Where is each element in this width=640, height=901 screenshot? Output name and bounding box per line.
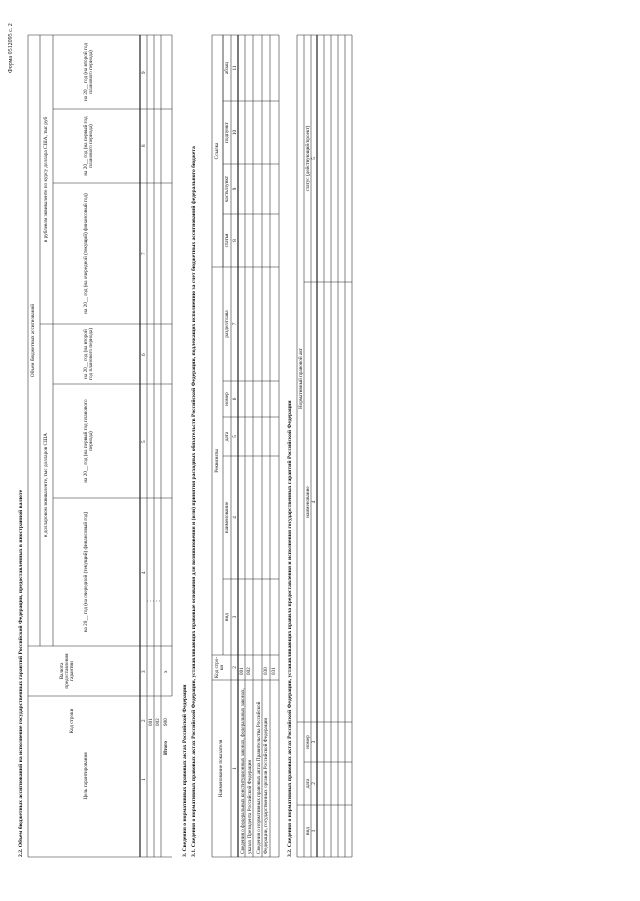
- header-normative-act: Нормативный правовой акт: [298, 348, 304, 409]
- col-num: 8: [232, 239, 238, 242]
- row-code: 030: [263, 667, 269, 675]
- header-date: дата: [305, 778, 311, 789]
- header-reference: Ссылка: [214, 142, 220, 160]
- row-label-government: Сведения о нормативных правовых актах Правительства Российской Федерации, государственных органов Российской Федерации: [256, 701, 269, 854]
- section-3-title: 3. Сведения о нормативных правовых актах Российской Федерации: [182, 684, 188, 857]
- total-currency: x: [163, 670, 169, 673]
- col-num: 3: [232, 615, 238, 619]
- header-rub-group: в рублевом эквиваленте по курсу доллара США, тыс руб: [43, 116, 49, 243]
- row-code: 002: [246, 667, 252, 675]
- header-kind: вид: [305, 827, 311, 835]
- header-article: статья: [224, 233, 230, 248]
- col-num: 4: [141, 571, 147, 574]
- row-code: 031: [271, 667, 277, 675]
- row-code: 002: [155, 718, 161, 726]
- col-num: 6: [232, 397, 238, 401]
- header-usd-current: на 20__ год (на очередной (текущий) финансовый год): [83, 511, 89, 633]
- col-num: 6: [141, 353, 147, 356]
- header-usd-first: на 20__ год (на первый год планового периода): [83, 399, 95, 483]
- header-usd-second: на 20__ год (на второй год планового периода): [83, 328, 95, 380]
- header-subitem: подпункт: [224, 122, 230, 143]
- col-num: 3: [311, 740, 317, 744]
- header-indicator: Наименование показателя: [218, 739, 224, 798]
- form-code: Форма 0512095 с. 2: [8, 23, 14, 73]
- header-volume: Объем бюджетных ассигнований: [30, 303, 36, 378]
- header-rub-second: на 20__ год (на второй год планового периода): [83, 43, 95, 101]
- col-num: 11: [232, 65, 238, 71]
- col-num: 10: [232, 129, 238, 136]
- col-num: 3: [141, 670, 147, 673]
- header-name: наименование: [224, 501, 230, 534]
- header-part: часть/пункт: [224, 175, 230, 203]
- col-num: 9: [141, 71, 147, 74]
- col-num: 7: [141, 252, 147, 255]
- col-num: 4: [311, 500, 317, 504]
- row-code: 001: [239, 667, 245, 675]
- header-code: Код стро-ки: [214, 656, 226, 679]
- header-usd-group: в долларовом эквиваленте, тыс долларов США: [43, 433, 49, 537]
- col-num: 5: [141, 440, 147, 443]
- header-currency: Валюта предоставления гарантии: [59, 653, 76, 689]
- col-num: 5: [232, 435, 238, 438]
- header-number: номер: [224, 392, 230, 406]
- col-num: 4: [232, 516, 238, 519]
- col-num: 1: [141, 778, 147, 781]
- header-section: раздел/глава: [224, 310, 230, 338]
- col-num: 1: [232, 767, 238, 770]
- total-label: Итого: [163, 741, 169, 755]
- header-date: дата: [224, 431, 230, 442]
- col-num: 9: [232, 187, 238, 191]
- row-label-laws: Сведения о федеральных конституционных законах, федеральных законах, указах Президента Российской Федерации: [240, 688, 253, 854]
- section-3-1-title: 3.1. Сведения о нормативных правовых актах Российской Федерации, устанавливающих правовые основания для возникновения и (или) принятия расходных обязательств Российской Федерации, подлежащих исполнению за счет бюджетных ассигнований федерального бюджета: [191, 146, 197, 857]
- header-kind: вид: [224, 613, 230, 621]
- header-rub-current: на 20__ год (на очередной (текущий) финансовый год): [83, 193, 89, 314]
- col-num: 2: [311, 782, 317, 785]
- col-num: 2: [232, 666, 238, 669]
- header-rub-first: на 20__ год (на первый год планового периода): [83, 116, 95, 176]
- header-number: номер: [305, 735, 311, 749]
- col-num: 1: [311, 829, 317, 833]
- header-line-code: Код строки: [69, 708, 75, 734]
- header-name: наименование: [305, 486, 311, 518]
- row-code: 001: [148, 718, 154, 726]
- header-requisites: Реквизиты: [214, 449, 220, 473]
- col-num: 5: [311, 157, 317, 160]
- header-paragraph: абзац: [224, 61, 230, 75]
- section-3-2-title: 3.2. Сведения о нормативных правовых актах Российской Федерации, устанавливающих правила предоставления и исполнения государственных гарантий Российской Федерации: [287, 400, 293, 857]
- total-code: 900: [163, 718, 169, 726]
- col-num: 8: [141, 144, 147, 147]
- col-num: 2: [141, 719, 147, 722]
- section-2-2-title: 2.2. Объем бюджетных ассигнований на исполнение государственных гарантий Российской Федерации, предоставленных в иностранной валюте: [18, 489, 24, 857]
- col-num: 7: [232, 322, 238, 326]
- header-purpose: Цель гарантирования: [83, 752, 89, 800]
- header-status: статус (действующий/проект): [305, 125, 311, 192]
